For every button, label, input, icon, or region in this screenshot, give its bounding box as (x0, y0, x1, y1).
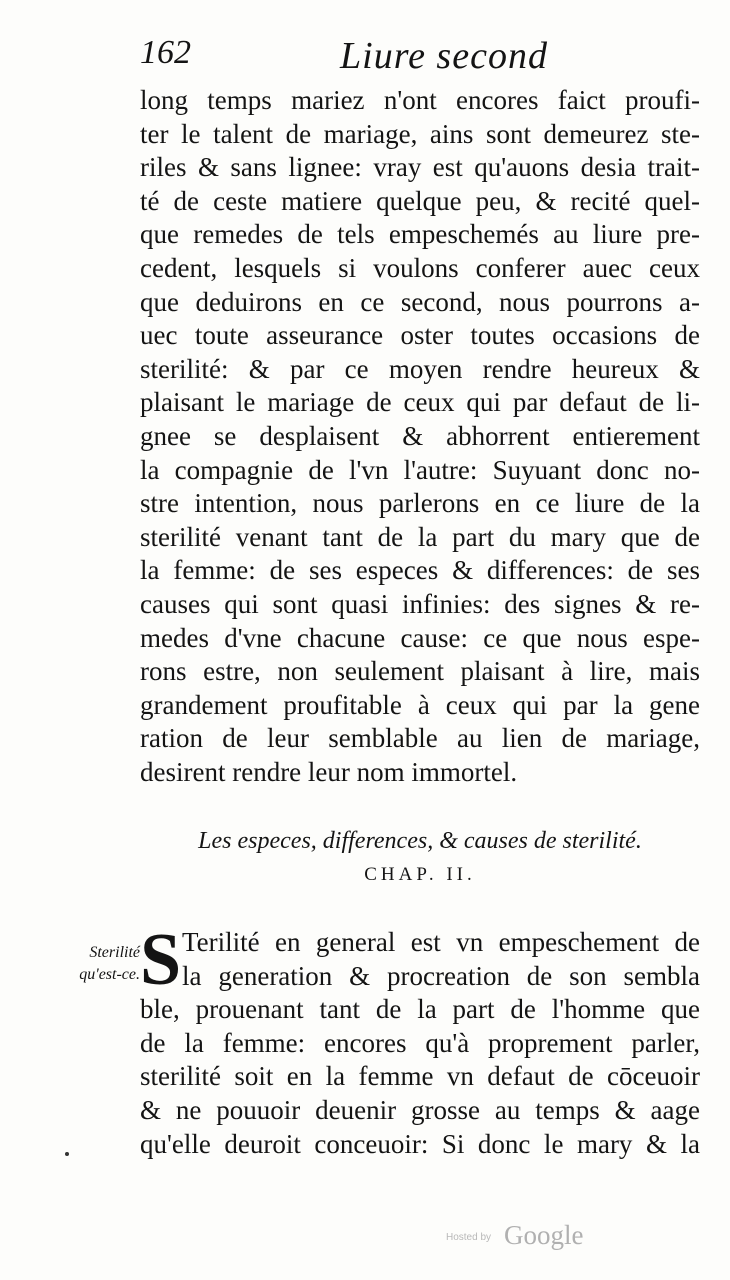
chapter-number: CHAP. II. (364, 864, 476, 885)
text-line: té de ceste matiere quelque peu, & recité quel- (140, 185, 700, 216)
google-logo: Google (504, 1220, 584, 1250)
text-line: ble, prouenant tant de la part de l'homme que (140, 994, 700, 1025)
google-watermark (446, 1220, 606, 1250)
page-number: 162 (140, 34, 191, 71)
margin-mark (65, 1152, 69, 1156)
text-line: stre intention, nous parlerons en ce liure de la (140, 488, 700, 519)
text-line: la compagnie de l'vn l'autre: Suyuant donc no- (140, 454, 700, 485)
text-line: que deduirons en ce second, nous pourrons a- (140, 286, 700, 317)
marginal-note-line: qu'est-ce. (79, 966, 140, 983)
text-line: ration de leur semblable au lien de mariage, (140, 723, 700, 754)
text-line: la generation & procreation de son sembla (182, 960, 700, 991)
text-line: ter le talent de mariage, ains sont demeurez ste- (140, 118, 700, 149)
running-title: Liure second (340, 35, 548, 77)
text-line: cedent, lesquels si voulons conferer auec ceux (140, 252, 700, 283)
text-line: riles & sans lignee: vray est qu'auons desia trait- (140, 152, 700, 183)
marginal-note-line: Sterilité (89, 944, 140, 961)
text-line: sterilité venant tant de la part du mary que de (140, 521, 700, 552)
text-line: sterilité soit en la femme vn defaut de cōceuoir (140, 1061, 700, 1092)
text-line: de la femme: encores qu'à proprement parler, (140, 1027, 700, 1058)
text-line: la femme: de ses especes & differences: de ses (140, 555, 700, 586)
text-line: plaisant le mariage de ceux qui par defaut de li- (140, 387, 700, 418)
text-line: qu'elle deuroit conceuoir: Si donc le mary & la (140, 1128, 700, 1159)
marginal-note (50, 942, 140, 986)
text-line: Terilité en general est vn empeschement de (182, 927, 700, 957)
text-line: long temps mariez n'ont encores faict proufi- (140, 85, 700, 115)
running-head (140, 34, 700, 82)
text-line: desirent rendre leur nom immortel. (140, 756, 518, 787)
text-line: medes d'vne chacune cause: ce que nous espe- (140, 622, 700, 653)
hosted-by-label: Hosted by (446, 1232, 492, 1243)
text-line: que remedes de tels empeschemés au liure pre- (140, 219, 700, 250)
text-line: grandement proufitable à ceux qui par la gene (140, 689, 700, 720)
drop-cap: S (140, 919, 182, 1001)
text-line: gnee se desplaisent & abhorrent entierement (140, 420, 700, 451)
text-line: causes qui sont quasi infinies: des signes & re- (140, 588, 700, 619)
chapter-heading: Les especes, differences, & causes de sterilité. (198, 828, 642, 854)
intro-paragraph (140, 84, 700, 789)
chapter-paragraph (140, 919, 700, 1161)
text-line: & ne pouuoir deuenir grosse au temps & aage (140, 1094, 700, 1125)
text-line: uec toute asseurance oster toutes occasions de (140, 320, 700, 351)
text-line: sterilité: & par ce moyen rendre heureux & (140, 353, 700, 384)
text-line: rons estre, non seulement plaisant à lire, mais (140, 656, 700, 687)
